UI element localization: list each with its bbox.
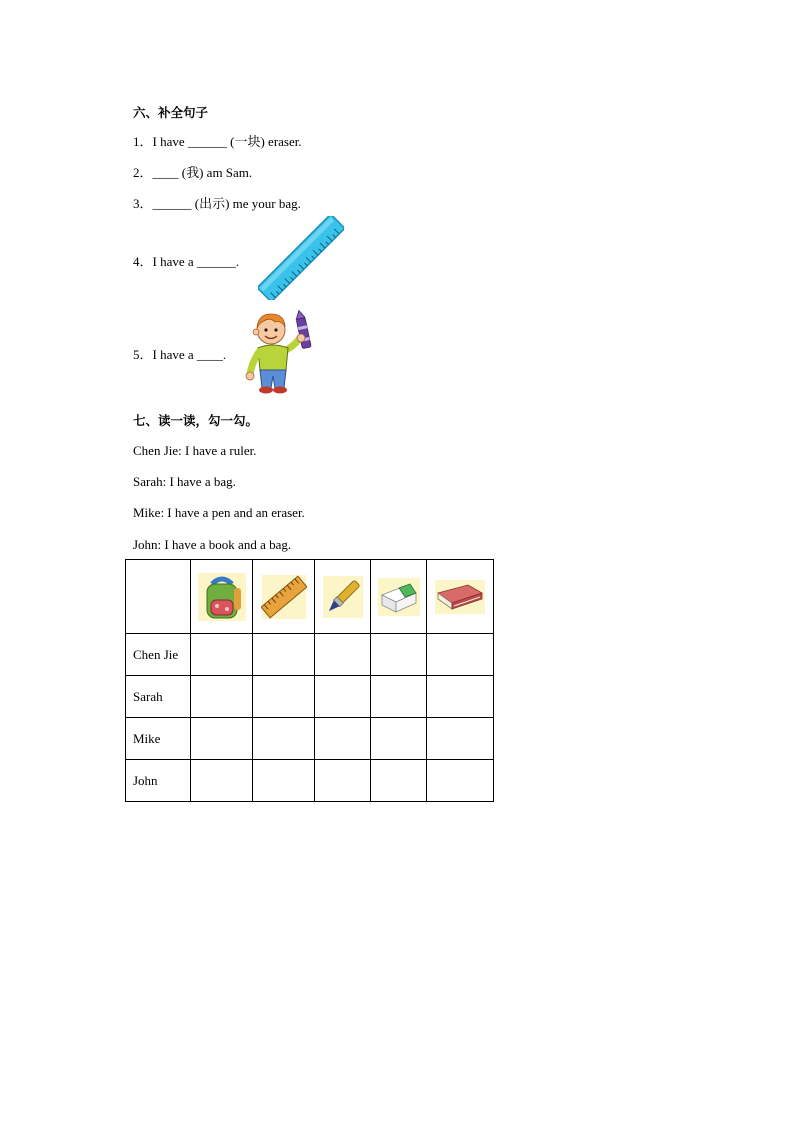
question-3 [133, 193, 301, 212]
question-5-post: . [222, 347, 227, 362]
question-2-blank[interactable]: ____ [152, 165, 179, 180]
check-cell[interactable] [427, 718, 494, 760]
row-name-john: John [126, 760, 191, 802]
question-3-blank[interactable]: ______ [152, 196, 192, 211]
header-book [427, 560, 494, 634]
question-1-number: 1． [133, 134, 153, 149]
section6-title: 六、补全句子 [133, 105, 209, 120]
ruler-picture [258, 216, 344, 300]
question-4 [133, 251, 239, 270]
ruler-icon [258, 216, 344, 300]
header-backpack [191, 560, 253, 634]
check-cell[interactable] [315, 676, 371, 718]
section7-title: 七、读一读，勾一勾。 [133, 413, 259, 428]
question-5-blank[interactable]: ____ [196, 347, 223, 362]
sentence-mike: Mike: I have a pen and an eraser. [133, 505, 305, 520]
table-row [126, 676, 494, 718]
check-cell[interactable] [427, 760, 494, 802]
check-cell[interactable] [191, 718, 253, 760]
check-cell[interactable] [371, 634, 427, 676]
check-cell[interactable] [253, 676, 315, 718]
row-name-sarah: Sarah [126, 676, 191, 718]
check-cell[interactable] [191, 676, 253, 718]
question-5 [133, 344, 226, 363]
question-3-post: (出示) me your bag. [191, 196, 301, 211]
check-cell[interactable] [253, 634, 315, 676]
question-4-pre: I have a [152, 254, 197, 269]
check-cell[interactable] [253, 760, 315, 802]
question-1-blank[interactable]: ______ [187, 134, 227, 149]
pen-icon [322, 575, 364, 619]
check-table [125, 559, 494, 802]
check-cell[interactable] [191, 760, 253, 802]
table-corner-cell [126, 560, 191, 634]
check-cell[interactable] [315, 634, 371, 676]
header-ruler [253, 560, 315, 634]
question-2 [133, 162, 252, 181]
question-1-pre: I have [152, 134, 188, 149]
check-cell[interactable] [253, 718, 315, 760]
check-cell[interactable] [427, 634, 494, 676]
check-cell[interactable] [371, 760, 427, 802]
sentence-chen-jie: Chen Jie: I have a ruler. [133, 443, 257, 458]
question-1 [133, 131, 302, 150]
question-4-blank[interactable]: ______ [196, 254, 236, 269]
ruler-icon [261, 574, 307, 620]
table-row [126, 634, 494, 676]
table-row [126, 718, 494, 760]
check-cell[interactable] [191, 634, 253, 676]
sentence-john: John: I have a book and a bag. [133, 537, 292, 552]
check-cell[interactable] [315, 718, 371, 760]
question-1-post: (一块) eraser. [226, 134, 302, 149]
header-pen [315, 560, 371, 634]
book-icon [434, 579, 486, 615]
question-5-number: 5． [133, 347, 153, 362]
eraser-icon [377, 577, 421, 617]
check-cell[interactable] [371, 718, 427, 760]
table-header-row [126, 560, 494, 634]
question-4-post: . [235, 254, 240, 269]
check-cell[interactable] [315, 760, 371, 802]
row-name-mike: Mike [126, 718, 191, 760]
question-4-number: 4． [133, 254, 153, 269]
backpack-icon [197, 572, 247, 622]
boy-with-crayon-icon [242, 308, 316, 396]
sentence-sarah: Sarah: I have a bag. [133, 474, 236, 489]
question-5-pre: I have a [152, 347, 197, 362]
question-2-number: 2． [133, 165, 153, 180]
table-row [126, 760, 494, 802]
row-name-chen-jie: Chen Jie [126, 634, 191, 676]
boy-crayon-picture [242, 308, 316, 396]
question-2-post: (我) am Sam. [178, 165, 253, 180]
question-3-number: 3． [133, 196, 153, 211]
check-cell[interactable] [371, 676, 427, 718]
header-eraser [371, 560, 427, 634]
check-cell[interactable] [427, 676, 494, 718]
